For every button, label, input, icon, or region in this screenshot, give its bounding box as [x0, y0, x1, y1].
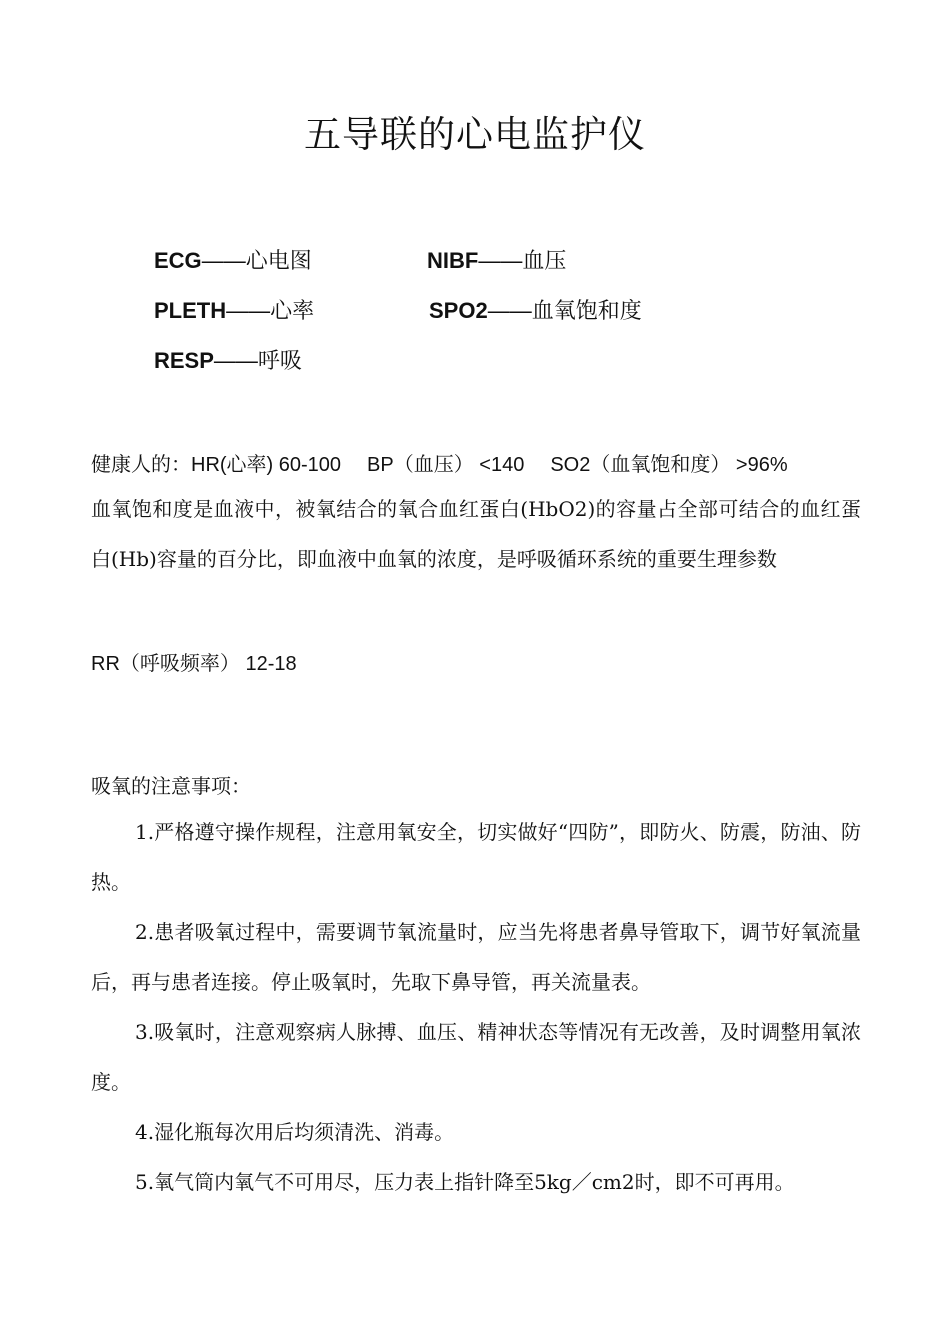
abbr-pleth: [154, 294, 314, 325]
abbr-nibf: [427, 244, 566, 275]
abbr-code: SPO2: [429, 298, 488, 323]
oxygen-item-4: 4.湿化瓶每次用后均须清洗、消毒。: [135, 1120, 455, 1144]
abbr-spo2: [429, 294, 642, 325]
healthy-bp: BP（血压） <140: [367, 454, 525, 476]
document-title: 五导联的心电监护仪: [304, 113, 646, 156]
healthy-prefix: 健康人的：: [91, 452, 191, 476]
oxygen-heading: 吸氧的注意事项：: [91, 774, 251, 798]
abbr-meaning: 心率: [270, 299, 315, 324]
oxygen-item-3: 3.吸氧时，注意观察病人脉搏、血压、精神状态等情况有无改善，及时调整用氧浓度。: [91, 1020, 861, 1094]
oxygen-item-5: 5.氧气筒内氧气不可用尽，压力表上指针降至5kg／cm2时，即不可再用。: [135, 1170, 795, 1194]
abbr-code: RESP: [154, 348, 214, 373]
abbr-meaning: 血压: [522, 249, 567, 274]
abbr-dash: ——: [226, 298, 271, 323]
abbr-meaning: 呼吸: [257, 349, 302, 374]
healthy-hr: HR(心率) 60-100: [191, 454, 342, 476]
healthy-values-line: [91, 448, 788, 477]
abbr-dash: ——: [201, 248, 246, 273]
abbr-dash: ——: [478, 248, 523, 273]
abbr-code: NIBF: [427, 248, 479, 273]
oxygen-item-1: 1.严格遵守操作规程，注意用氧安全，切实做好“四防”，即防火、防震，防油、防热。: [91, 820, 861, 894]
abbr-code: PLETH: [154, 298, 227, 323]
rr-line: RR（呼吸频率） 12-18: [91, 653, 297, 675]
spo2-definition: 血氧饱和度是血液中，被氧结合的氧合血红蛋白(HbO2)的容量占全部可结合的血红蛋白(Hb)容量的百分比，即血液中血氧的浓度，是呼吸循环系统的重要生理参数: [91, 497, 861, 571]
abbr-ecg: [154, 244, 312, 275]
oxygen-item-2: 2.患者吸氧过程中，需要调节氧流量时，应当先将患者鼻导管取下，调节好氧流量后，再与患者连接。停止吸氧时，先取下鼻导管，再关流量表。: [91, 920, 861, 994]
abbr-code: ECG: [154, 248, 202, 273]
abbr-resp: [154, 344, 302, 375]
abbr-dash: ——: [487, 298, 532, 323]
abbr-meaning: 血氧饱和度: [531, 299, 642, 324]
abbr-dash: ——: [213, 348, 258, 373]
abbr-meaning: 心电图: [245, 249, 312, 274]
healthy-so2: SO2（血氧饱和度） >96%: [550, 454, 788, 476]
